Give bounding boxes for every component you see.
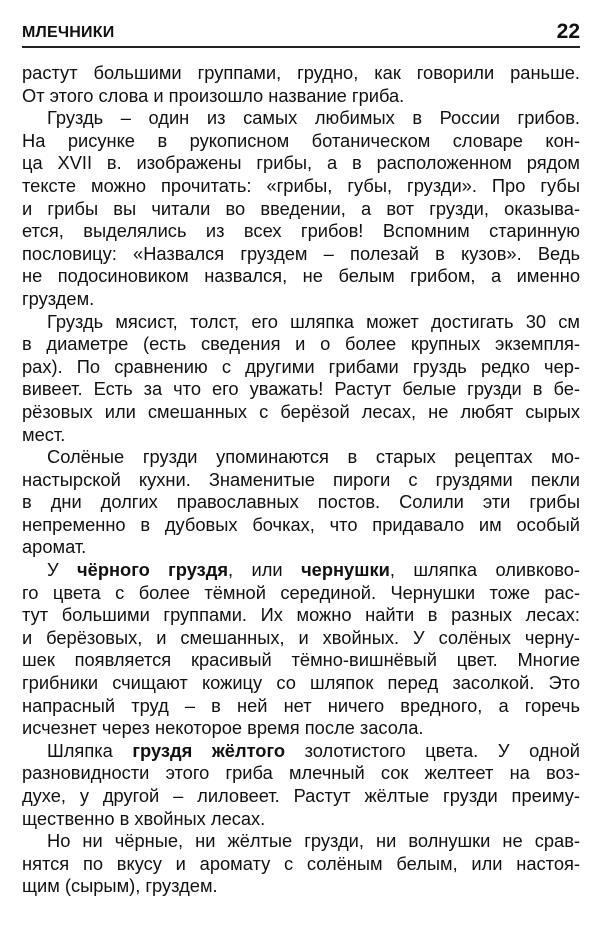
text-line <box>22 333 580 356</box>
text-line <box>22 627 580 650</box>
paragraph <box>22 107 580 310</box>
text-segment: непременно в дубовых бочках, что придавало им особый <box>22 513 580 535</box>
text-segment: духе, у другой – лиловеет. Растут жёлтые грузди преиму- <box>22 785 580 806</box>
page-header <box>22 16 580 48</box>
text-segment: в диаметре (есть сведения и о более крупных экземпля- <box>22 333 580 355</box>
text-segment: От этого слова и произошло название гриба. <box>22 84 405 106</box>
text-line <box>22 785 580 808</box>
text-segment: ца XVII в. изображены грибы, а в расположенном рядом <box>22 152 580 174</box>
bold-term: груздя жёлтого <box>132 739 285 761</box>
running-title: МЛЕЧНИКИ <box>22 24 115 41</box>
text-segment: У <box>47 559 78 581</box>
text-segment: Груздь – один из самых любимых в России грибов. <box>47 107 580 129</box>
text-segment: и грибы вы читали во введении, а вот грузди, оказыва- <box>22 197 580 219</box>
text-line <box>22 582 580 605</box>
text-line <box>22 446 580 469</box>
text-segment: Солёные грузди упоминаются в старых рецептах мо- <box>47 446 580 468</box>
text-line <box>22 152 580 175</box>
text-segment: вивеет. Есть за что его уважать! Растут белые грузди в бе- <box>22 378 580 400</box>
text-line <box>22 853 580 876</box>
text-segment: тексте можно прочитать: «грибы, губы, грузди». Про губы <box>22 174 580 196</box>
text-segment: , шляпка оливково- <box>389 559 580 581</box>
text-segment: щественно в хвойных лесах. <box>22 807 266 829</box>
bold-term: чернушки <box>301 559 390 581</box>
text-segment: не подосиновиком назвался, не белым грибом, а именно <box>22 265 580 287</box>
text-line <box>22 536 580 559</box>
text-segment: груздем. <box>22 287 95 309</box>
text-segment: золотистого цвета. У одной <box>285 739 580 761</box>
text-line <box>22 830 580 853</box>
text-segment: напрасный труд – в ней нет ничего вредного, а горечь <box>22 694 580 716</box>
text-segment: растут большими группами, грудно, как говорили раньше. <box>22 62 580 83</box>
text-line <box>22 85 580 108</box>
bold-term: чёрного груздя <box>77 559 229 581</box>
text-segment: щим (сырым), груздем. <box>22 875 218 897</box>
text-line <box>22 401 580 424</box>
text-line <box>22 875 580 898</box>
text-line <box>22 198 580 221</box>
paragraph <box>22 446 580 559</box>
text-line <box>22 559 580 582</box>
text-line <box>22 469 580 492</box>
text-segment: мест. <box>22 423 66 445</box>
text-line <box>22 514 580 537</box>
text-line <box>22 175 580 198</box>
text-line <box>22 695 580 718</box>
text-line <box>22 762 580 785</box>
paragraph <box>22 559 580 740</box>
text-segment: грибники счищают кожицу со шляпок перед засолкой. Это <box>22 672 580 694</box>
text-line <box>22 604 580 627</box>
text-line <box>22 356 580 379</box>
text-segment: разновидности этого гриба млечный сок желтеет на воз- <box>22 762 580 784</box>
text-segment: рёзовых или смешанных с берёзой лесах, не любят сырых <box>22 400 580 422</box>
text-segment: Груздь мясист, толст, его шляпка может достигать 30 см <box>47 310 580 332</box>
text-segment: шек появляется красивый тёмно-вишнёвый цвет. Многие <box>22 649 580 671</box>
paragraph <box>22 311 580 447</box>
text-line <box>22 424 580 447</box>
text-segment: рах). По сравнению с другими грибами груздь редко чер- <box>22 355 580 377</box>
text-segment: и берёзовых, и смешанных, и хвойных. У солёных черну- <box>22 626 580 648</box>
text-line <box>22 808 580 831</box>
text-line <box>22 288 580 311</box>
body-text <box>22 62 580 898</box>
text-segment: настырской кухни. Знаменитые пироги с груздями пекли <box>22 468 580 490</box>
text-line <box>22 220 580 243</box>
text-segment: Шляпка <box>47 739 133 761</box>
text-line <box>22 265 580 288</box>
text-line <box>22 649 580 672</box>
text-line <box>22 740 580 763</box>
text-line <box>22 717 580 740</box>
text-segment: нятся по вкусу и аромату с солёным белым, или настоя- <box>22 852 580 874</box>
text-line <box>22 107 580 130</box>
text-segment: , или <box>228 559 302 581</box>
text-line <box>22 491 580 514</box>
text-segment: пословицу: «Назвался груздем – полезай в кузов». Ведь <box>22 242 580 264</box>
text-line <box>22 243 580 266</box>
text-segment: ется, выделялись из всех грибов! Вспомним старинную <box>22 220 580 242</box>
page-number: 22 <box>556 20 580 43</box>
paragraph <box>22 830 580 898</box>
text-segment: го цвета с более тёмной серединой. Чернушки тоже рас- <box>22 581 580 603</box>
text-segment: в дни долгих православных постов. Солили эти грибы <box>22 491 580 513</box>
text-line <box>22 378 580 401</box>
paragraph <box>22 740 580 830</box>
text-line <box>22 311 580 334</box>
text-segment: На рисунке в рукописном ботаническом словаре кон- <box>22 129 580 151</box>
text-line <box>22 130 580 153</box>
text-segment: исчезнет через некоторое время после засола. <box>22 717 424 739</box>
text-line <box>22 62 580 85</box>
text-segment: аромат. <box>22 536 87 558</box>
text-segment: тут большими группами. Их можно найти в разных лесах: <box>22 604 580 626</box>
paragraph <box>22 62 580 107</box>
text-line <box>22 672 580 695</box>
text-segment: Но ни чёрные, ни жёлтые грузди, ни волнушки не срав- <box>47 830 580 852</box>
